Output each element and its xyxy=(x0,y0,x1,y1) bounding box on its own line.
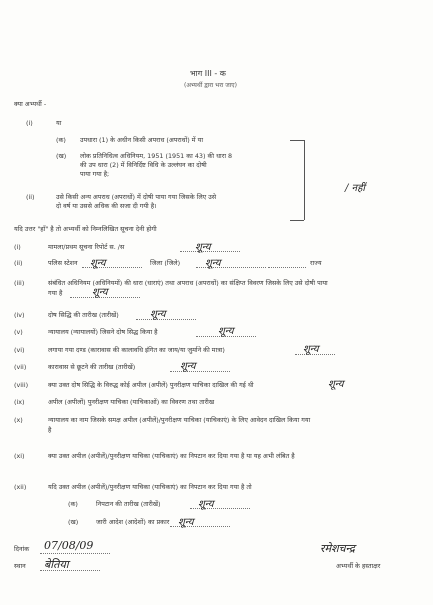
yes-note: यदि उत्तर "हाँ" है तो अभ्यर्थी को निम्नलिखित सूचना देनी होगी xyxy=(14,225,157,233)
section-i-a-text: उपधारा (1) के अधीन किसी अपराध (अपराधों) में या xyxy=(80,136,203,144)
item-xi-label: क्या उक्त अपील (अपीलें)/पुनरीक्षण याचिका (याचिकाएं) का निपटान कर दिया गया है या यह अभी लंबित है xyxy=(48,452,295,460)
item-viii-num: (viii) xyxy=(14,381,29,389)
item-vii-dotline xyxy=(170,371,230,372)
section-ii-text2: दो वर्ष या उससे अधिक की सजा दी गयी है। xyxy=(56,202,157,210)
item-vi-value: शून्य xyxy=(303,344,319,355)
item-x-label2: है xyxy=(48,426,52,434)
item-ix-label: अपील (अपीलों) पुनरीक्षण याचिका (याचिकाओं) का विवरण तथा तारीख xyxy=(48,398,215,406)
section-i-num: (i) xyxy=(26,119,33,127)
item-ii-num: (ii) xyxy=(14,259,23,267)
item-viii-value: शून्य xyxy=(328,379,344,390)
sub-item-b-label: (ख) xyxy=(68,518,79,526)
date-value: 07/08/09 xyxy=(44,539,94,552)
bracket-bottom xyxy=(290,220,304,221)
item-ix-num: (ix) xyxy=(14,398,25,406)
item-ii-dotline-3 xyxy=(268,267,306,268)
item-iii-label2: गया है xyxy=(48,289,63,297)
sub-item-a-text: निपटान की तारीख (तारीखें) xyxy=(96,500,161,508)
section-title: भाग III - क xyxy=(190,69,226,78)
signer-caption: अभ्यर्थी के हस्ताक्षर xyxy=(336,562,381,570)
item-ii-value: शून्य xyxy=(90,258,106,269)
item-xi-num: (xi) xyxy=(14,452,25,460)
section-ii-text1: उसे किसी अन्य अपराध (अपराधों) में दोषी पाया गया जिसके लिए उसे xyxy=(56,193,217,201)
item-iii-value: शून्य xyxy=(92,287,108,298)
item-x-label: न्यायालय का नाम जिसके समक्ष अपील (अपीलें)/पुनरीक्षण याचिका (याचिकाएं) के लिए आवेदन दाखिल किया गया xyxy=(48,416,311,424)
bracket-line xyxy=(304,140,305,220)
item-ii-label: पलिस स्टेशन xyxy=(48,259,78,267)
item-xii-num: (xii) xyxy=(14,483,27,491)
item-vii-num: (vii) xyxy=(14,363,27,371)
item-v-label: न्यायालय (न्यायालयों) जिसने दोष सिद्ध किया है xyxy=(48,328,158,336)
sub-item-a-value: शून्य xyxy=(198,499,214,510)
signature: रमेशचन्द्र xyxy=(320,542,355,555)
section-i-b-text3: पाया गया है; xyxy=(80,170,110,178)
item-i-num: (i) xyxy=(14,243,21,251)
item-vi-label: लगाया गया दण्ड (कारावास की कालावधि इंगित का जाय/या जुर्माने की मात्रा) xyxy=(48,346,225,354)
place-label: स्थान xyxy=(14,562,26,570)
item-xii-label: यदि उक्त अपील (अपीलें)/पुनरीक्षण याचिका (याचिकाएं) का निपटान कर दिया गया है तो xyxy=(48,483,252,491)
item-ii-tail: राज्य xyxy=(310,259,322,267)
item-iii-num: (iii) xyxy=(14,279,25,287)
item-iv-value: शून्य xyxy=(150,309,166,320)
item-x-num: (x) xyxy=(14,416,23,424)
item-iv-dotline xyxy=(136,319,196,320)
item-vii-value: शून्य xyxy=(180,361,196,372)
section-i-a-label: (क) xyxy=(56,136,66,144)
date-dotline xyxy=(40,553,110,554)
section-i-b-text2: की उप धारा (2) में विनिर्दिष्ट विधि के उल्लंघन का दोषी xyxy=(80,161,207,169)
item-v-num: (v) xyxy=(14,328,23,336)
section-i-answer: / नहीं xyxy=(345,183,365,194)
item-vii-label: कारावास से छूटने की तारीख (तारीखें) xyxy=(48,363,136,371)
item-viii-label: क्या उक्त दोष सिद्धि के विरुद्ध कोई अपील (अपीलें) पुनरीक्षण याचिका दाखिल की गई थी xyxy=(48,381,254,389)
sub-item-b-text: जारी आदेश (आदेशों) का प्रकार xyxy=(96,518,170,526)
bracket-top xyxy=(290,140,304,141)
item-v-value: शून्य xyxy=(218,326,234,337)
section-subtitle: (अभ्यर्थी द्वारा भरा जाए) xyxy=(184,82,237,89)
item-iii-label: संबंधित अधिनियम (अधिनियमों) की धारा (धाराएं) तथा अपराध (अपराधों) का संक्षिप्त विवरण जिसके लिए उसे दोषी पाया xyxy=(48,279,328,287)
item-i-value: शून्य xyxy=(195,242,211,253)
item-iv-num: (iv) xyxy=(14,311,25,319)
date-label: दिनांक xyxy=(14,545,30,553)
item-vi-num: (vi) xyxy=(14,346,25,354)
sub-item-a-label: (क) xyxy=(68,500,78,508)
place-value: बेतिया xyxy=(44,558,69,571)
section-i-b-label: (ख) xyxy=(56,152,67,160)
item-i-label: मामला/प्रथम सूचना रिपोर्ट स. /स xyxy=(48,243,125,251)
section-i-b-text1: लोक प्रतिनिधित्व अधिनियम, 1951 (1951 का 43) की धारा 8 xyxy=(80,152,233,160)
sub-item-b-value: शून्य xyxy=(178,517,194,528)
item-ii-mid: जिला (जिले) xyxy=(150,259,181,267)
item-ii-value2: शून्य xyxy=(205,258,221,269)
item-iv-label: दोष सिद्धि की तारीख (तारीखें) xyxy=(48,311,119,319)
section-i-lead: या xyxy=(56,119,62,127)
section-ii-num: (ii) xyxy=(26,193,35,201)
intro-text: क्या अभ्यर्थी - xyxy=(14,100,47,108)
